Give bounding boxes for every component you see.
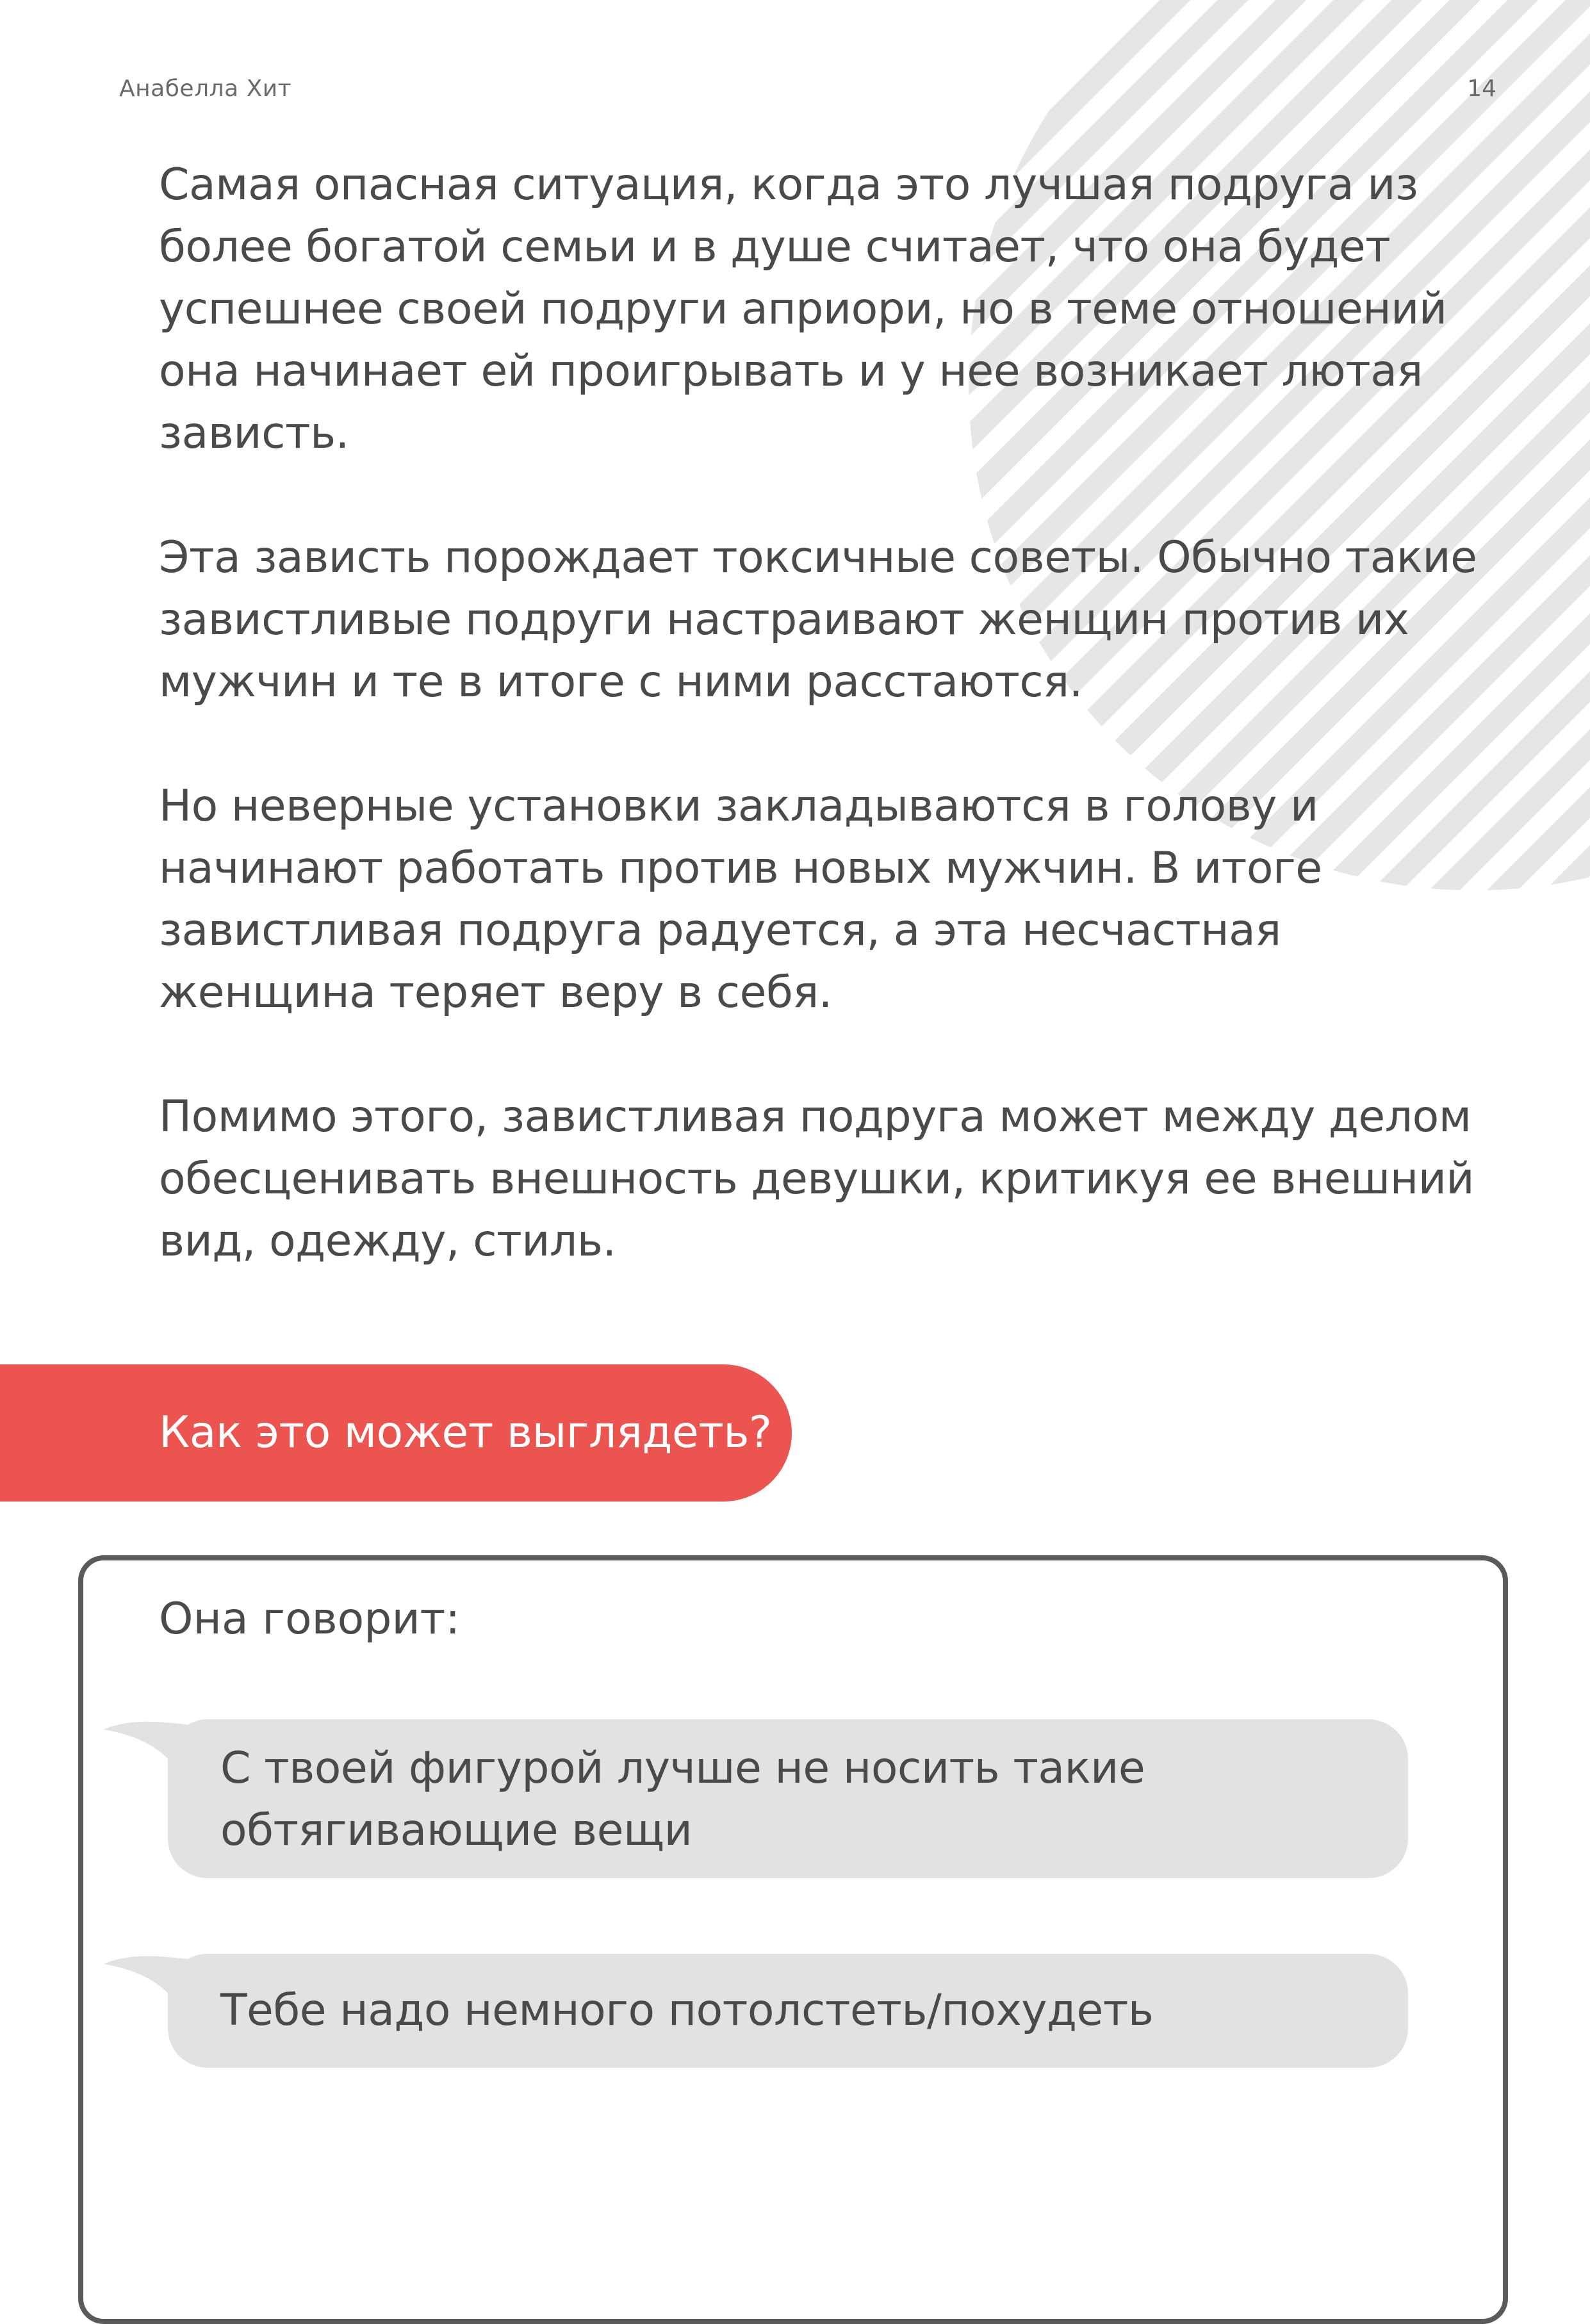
paragraph: Но неверные установки закладываются в голову и начинают работать против новых мужчин. В итоге завистливая подруга радуется, а эта несчастная женщина теряет веру в себя.	[159, 781, 1322, 1018]
message-text: Тебе надо немного потолстеть/похудеть	[220, 1985, 1154, 2036]
page-number: 14	[1467, 76, 1496, 102]
section-heading: Как это может выглядеть?	[159, 1407, 772, 1458]
paragraph: Самая опасная ситуация, когда это лучшая подруга из более богатой семьи и в душе считает, что она будет успешнее своей подруги априори, но в теме отношений она начинает ей проигрывать и у нее возникает лютая зависть.	[159, 160, 1447, 459]
paragraph: Помимо этого, завистливая подруга может между делом обесценивать внешность девушки, критикуя ее внешний вид, одежду, стиль.	[159, 1092, 1475, 1266]
dialog-intro: Она говорит:	[159, 1594, 461, 1644]
message-bubble	[168, 1954, 1408, 2068]
message-bubble	[168, 1719, 1408, 1878]
section-heading-banner	[0, 1364, 792, 1502]
message-text: С твоей фигурой лучше не носить такие обтягивающие вещи	[220, 1743, 1145, 1856]
header-author: Анабелла Хит	[119, 76, 292, 102]
dialog-frame	[78, 1555, 1508, 2324]
paragraph: Эта зависть порождает токсичные советы. Обычно такие завистливые подруги настраивают женщин против их мужчин и те в итоге с ними расстаются.	[159, 532, 1477, 707]
body-text	[159, 154, 1498, 1334]
